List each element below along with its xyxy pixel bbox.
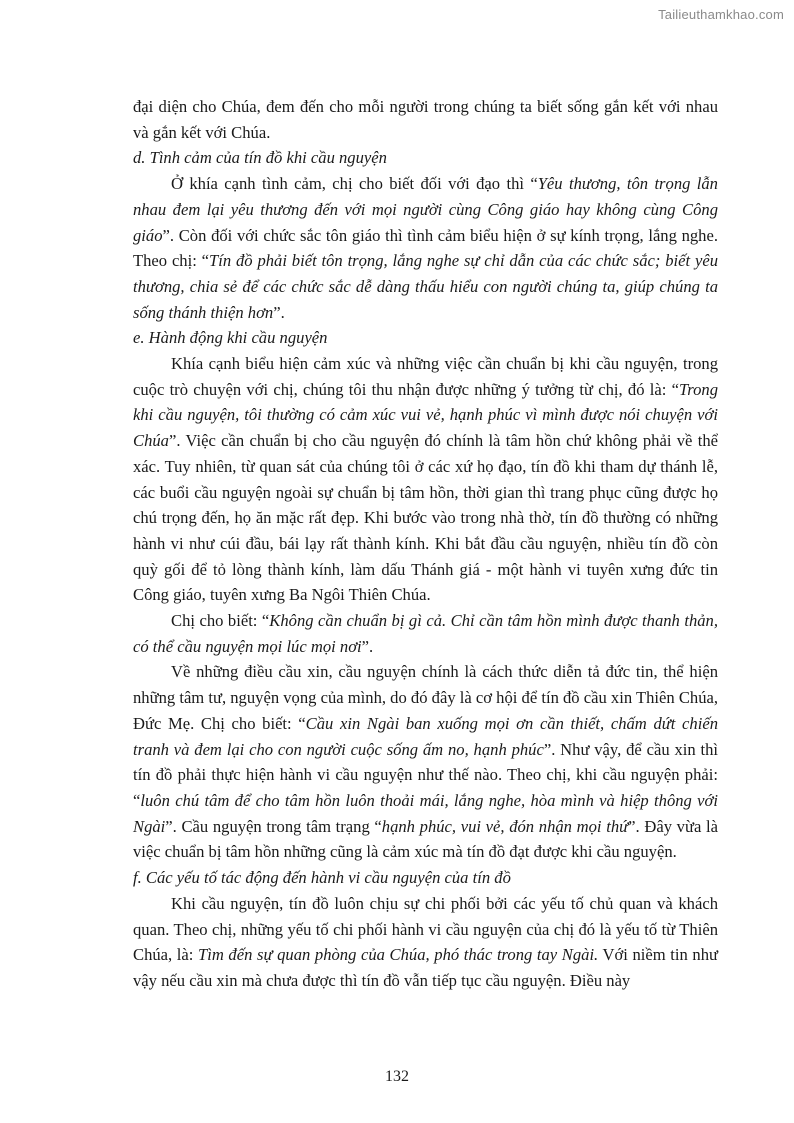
text-run: Chị cho biết: “ xyxy=(171,611,270,631)
paragraph-emotion xyxy=(133,171,718,325)
text-run: ”. Còn đối với chức sắc tôn giáo thì tình cảm biểu hiện ở sự kính trọng, lắng nghe. Theo chị: “ xyxy=(133,225,718,271)
text-run: Ở khía cạnh tình cảm, chị cho biết đối với đạo thì “ xyxy=(171,174,538,194)
watermark-text: Tailieuthamkhao.com xyxy=(658,7,784,22)
text-run: ”. xyxy=(273,302,285,322)
text-run: Khi cầu nguyện, tín đồ luôn chịu sự chi phối bởi các yếu tố chủ quan và khách quan. Theo chị, những yếu tố chi phối hành vi cầu nguyện của chị đó là yếu tố từ Thiên Chúa, là: xyxy=(133,893,718,965)
quote: Yêu thương, tôn trọng lẫn nhau đem lại yêu thương đến với mọi người cùng Công giáo hay không cùng Công giáo xyxy=(133,174,718,245)
quote: hạnh phúc, vui vẻ, đón nhận mọi thứ xyxy=(381,816,629,836)
quote: Tín đồ phải biết tôn trọng, lắng nghe sự chỉ dẫn của các chức sắc; biết yêu thương, chia sẻ để các chức sắc dễ dàng thấu hiểu con người chúng ta, giúp chúng ta sống thánh thiện hơn xyxy=(133,251,718,322)
page-number: 132 xyxy=(385,1068,409,1085)
text-run: ”. Việc cần chuẩn bị cho cầu nguyện đó chính là tâm hồn chứ không phải về thể xác. Tuy nhiên, từ quan sát của chúng tôi ở các xứ họ đạo, tín đồ khi tham dự thánh lễ, các buổi cầu nguyện ngoài sự chuẩn bị tâm hồn, thời gian thì trang phục cũng được họ chú trọng đến, họ ăn mặc rất đẹp. Khi bước vào trong nhà thờ, tín đồ thường có những hành vi như cúi đầu, bái lạy rất thành kính. Khi bắt đầu cầu nguyện, nhiều tín đồ còn quỳ gối để tỏ lòng thành kính, làm dấu Thánh giá - một hành vi tuyên xưng đức tin Công giáo, tuyên xưng Ba Ngôi Thiên Chúa. xyxy=(133,431,718,605)
text-run: ”. Cầu nguyện trong tâm trạng “ xyxy=(165,816,382,836)
section-heading-f: f. Các yếu tố tác động đến hành vi cầu nguyện của tín đồ xyxy=(133,868,511,888)
paragraph-factors xyxy=(133,891,718,994)
quote: Tìm đến sự quan phòng của Chúa, phó thác trong tay Ngài. xyxy=(197,945,599,965)
quote: luôn chú tâm để cho tâm hồn luôn thoải mái, lắng nghe, hòa mình và hiệp thông với Ngài xyxy=(133,790,718,836)
paragraph-preparation xyxy=(133,608,718,659)
document-body xyxy=(133,94,718,994)
text-run: ”. xyxy=(361,636,374,656)
text-run: Khía cạnh biểu hiện cảm xúc và những việc cần chuẩn bị khi cầu nguyện, trong cuộc trò chuyện với chị, chúng tôi thu nhận được những ý tưởng từ chị, đó là: “ xyxy=(133,354,718,399)
quote: Trong khi cầu nguyện, tôi thường có cảm xúc vui vẻ, hạnh phúc vì mình được nói chuyện với Chúa xyxy=(133,379,718,451)
section-heading-e: e. Hành động khi cầu nguyện xyxy=(133,328,328,348)
text-run: Với niềm tin như vậy nếu cầu xin mà chưa được thì tín đồ vẫn tiếp tục cầu nguyện. Điều này xyxy=(133,945,719,990)
text-run: ”. Như vậy, để cầu xin thì tín đồ phải thực hiện hành vi cầu nguyện như thế nào. Theo chị, khi cầu nguyện phải: “ xyxy=(133,739,718,810)
quote: Không cần chuẩn bị gì cả. Chỉ cần tâm hồn mình được thanh thản, có thể cầu nguyện mọi lúc mọi nơi xyxy=(133,611,718,656)
section-heading-d: d. Tình cảm của tín đồ khi cầu nguyện xyxy=(133,148,387,168)
text-run: Về những điều cầu xin, cầu nguyện chính là cách thức diễn tả đức tin, thể hiện những tâm tư, nguyện vọng của mình, do đó đây là cơ hội để tín đồ cầu xin Thiên Chúa, Đức Mẹ. Chị cho biết: “ xyxy=(133,662,719,733)
paragraph-petitions xyxy=(133,659,718,865)
paragraph-action xyxy=(133,351,718,608)
quote: Cầu xin Ngài ban xuống mọi ơn cần thiết, chấm dứt chiến tranh và đem lại cho con người cuộc sống ấm no, hạnh phúc xyxy=(133,713,718,759)
paragraph-continued: đại diện cho Chúa, đem đến cho mỗi người trong chúng ta biết sống gắn kết với nhau và gắn kết với Chúa. xyxy=(133,97,718,142)
text-run: ”. Đây vừa là việc chuẩn bị tâm hồn những cũng là cảm xúc mà tín đồ đạt được khi cầu nguyện. xyxy=(133,816,718,862)
